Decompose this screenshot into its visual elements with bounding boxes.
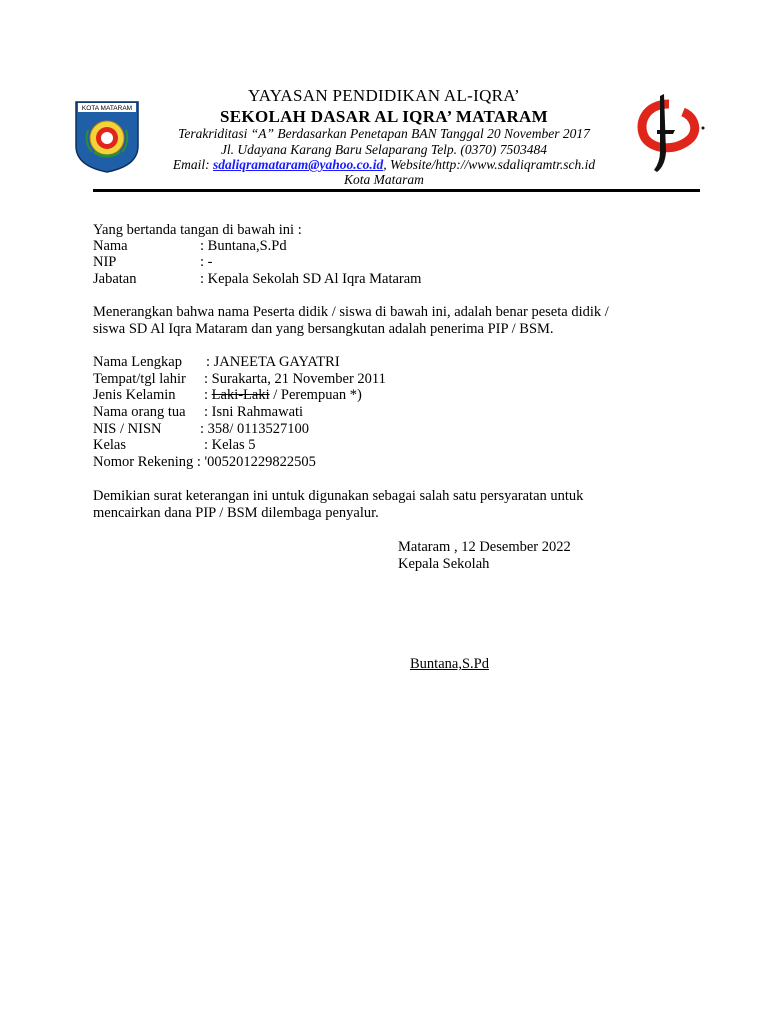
signer-nip-value: : -: [200, 254, 213, 270]
email-link[interactable]: sdaliqramataram@yahoo.co.id: [212, 157, 384, 172]
student-name-row: [93, 354, 340, 371]
signer-name-row: [93, 238, 287, 255]
school-name: SEKOLAH DASAR AL IQRA’ MATARAM: [220, 107, 548, 126]
address-line: Jl. Udayana Karang Baru Selaparang Telp. (0370) 7503484: [220, 142, 548, 157]
signature-title: Kepala Sekolah: [398, 556, 490, 572]
student-nis-value: : 358/ 0113527100: [200, 421, 310, 437]
closing-line-1: Demikian surat keterangan ini untuk digunakan sebagai salah satu persyaratan untuk: [93, 488, 584, 504]
student-parent-row: [93, 404, 303, 421]
city-line: Kota Mataram: [344, 172, 424, 187]
student-nis-row: [93, 421, 309, 438]
student-account-row: [93, 454, 316, 471]
student-parent-label: Nama orang tua: [93, 404, 186, 420]
student-account-value: : '005201229822505: [196, 454, 316, 470]
statement-line-2: siswa SD Al Iqra Mataram dan yang bersangkutan adalah penerima PIP / BSM.: [93, 321, 554, 337]
statement-line-1: Menerangkan bahwa nama Peserta didik / siswa di bawah ini, adalah benar peseta didik /: [93, 304, 609, 320]
student-class-row: [93, 437, 256, 454]
student-account-label: Nomor Rekening: [93, 454, 194, 470]
student-birth-label: Tempat/tgl lahir: [93, 371, 186, 387]
email-label: Email:: [172, 157, 210, 172]
student-gender-row: [93, 387, 362, 404]
student-class-value: : Kelas 5: [204, 437, 256, 453]
signer-name-value: : Buntana,S.Pd: [200, 238, 287, 254]
contact-line: [104, 157, 664, 173]
website-text: , Website/http://www.sdaliqramtr.sch.id: [383, 157, 596, 172]
accreditation-line: Terakriditasi “A” Berdasarkan Penetapan BAN Tanggal 20 November 2017: [178, 126, 590, 141]
signer-position-value: : Kepala Sekolah SD Al Iqra Mataram: [200, 271, 422, 287]
student-nis-label: NIS / NISN: [93, 421, 162, 437]
header-divider: [93, 189, 700, 192]
signature-place-date: Mataram , 12 Desember 2022: [398, 539, 571, 555]
closing-line-2: mencairkan dana PIP / BSM dilembaga penyalur.: [93, 505, 379, 521]
student-gender-label: Jenis Kelamin: [93, 387, 176, 403]
signature-name: Buntana,S.Pd: [410, 656, 489, 672]
gender-option-male-struck: Laki-Laki: [211, 387, 270, 403]
signer-name-label: Nama: [93, 238, 128, 254]
signer-position-row: [93, 271, 421, 288]
signer-position-label: Jabatan: [93, 271, 137, 287]
signer-intro: Yang bertanda tangan di bawah ini :: [93, 222, 302, 238]
signer-nip-row: [93, 254, 212, 271]
student-class-label: Kelas: [93, 437, 127, 453]
student-birth-row: [93, 371, 386, 388]
signer-nip-label: NIP: [93, 254, 117, 270]
svg-text:KOTA MATARAM: KOTA MATARAM: [81, 105, 133, 112]
foundation-name: YAYASAN PENDIDIKAN AL-IQRA’: [248, 86, 520, 105]
student-name-value: : JANEETA GAYATRI: [206, 354, 340, 370]
student-name-label: Nama Lengkap: [93, 354, 182, 370]
student-birth-value: : Surakarta, 21 November 2011: [204, 371, 386, 387]
gender-option-female: / Perempuan *): [269, 387, 362, 403]
student-gender-colon: :: [204, 387, 212, 403]
student-parent-value: : Isni Rahmawati: [204, 404, 304, 420]
